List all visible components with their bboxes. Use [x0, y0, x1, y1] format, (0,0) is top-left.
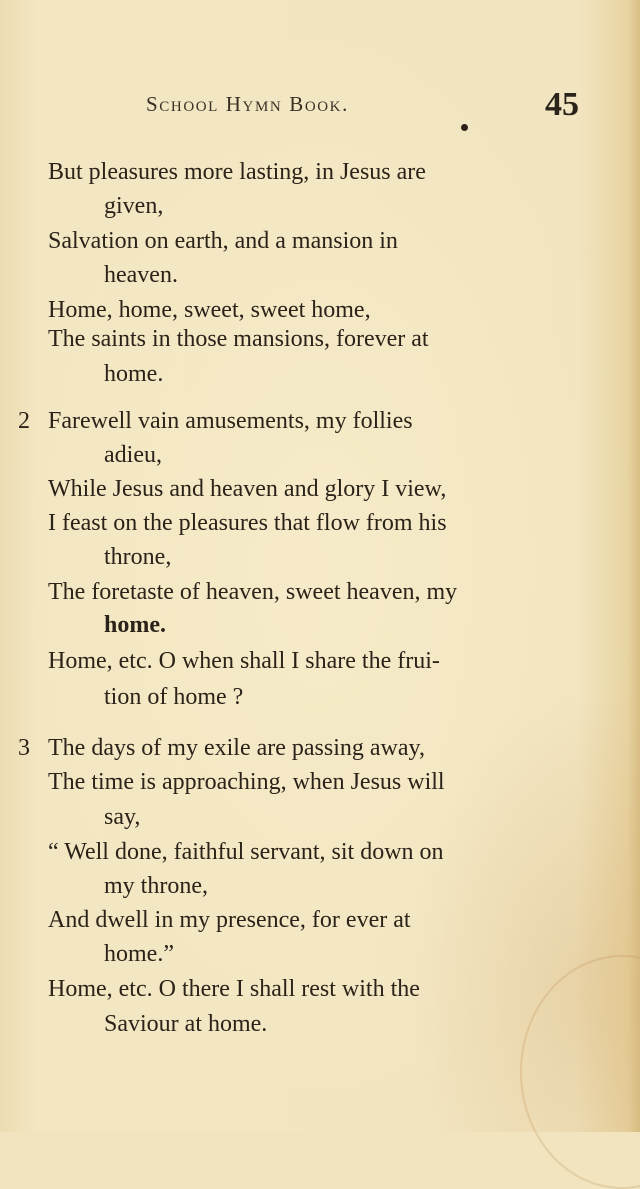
verse-line: The foretaste of heaven, sweet heaven, my — [48, 579, 458, 605]
verse-line: The saints in those mansions, forever at — [48, 326, 429, 352]
ink-speck — [461, 124, 468, 131]
verse-line: But pleasures more lasting, in Jesus are — [48, 159, 426, 185]
verse-line: The days of my exile are passing away, — [48, 735, 425, 761]
stanza-number: 3 — [18, 735, 30, 761]
verse-line: Home, home, sweet, sweet home, — [48, 297, 371, 323]
verse-line: Farewell vain amusements, my follies — [48, 408, 413, 434]
running-title: School Hymn Book. — [146, 92, 349, 116]
verse-line: throne, — [104, 544, 172, 570]
verse-line: home. — [104, 361, 164, 387]
verse-line: say, — [104, 804, 141, 830]
verse-line: home. — [104, 612, 166, 638]
verse-line: While Jesus and heaven and glory I view, — [48, 476, 447, 502]
page-header — [0, 86, 640, 126]
verse-line: tion of home ? — [104, 684, 244, 710]
stanza-number: 2 — [18, 408, 30, 434]
verse-line: I feast on the pleasures that flow from his — [48, 510, 447, 536]
verse-line: Salvation on earth, and a mansion in — [48, 228, 398, 254]
verse-line: Home, etc. O there I shall rest with the — [48, 976, 420, 1002]
verse-line: And dwell in my presence, for ever at — [48, 907, 411, 933]
verse-line: my throne, — [104, 873, 208, 899]
verse-line: given, — [104, 193, 164, 219]
verse-line: Home, etc. O when shall I share the frui- — [48, 648, 440, 674]
verse-line: adieu, — [104, 442, 162, 468]
verse-line: home.” — [104, 941, 174, 967]
verse-line: heaven. — [104, 262, 178, 288]
water-stain — [520, 955, 640, 1189]
verse-line: The time is approaching, when Jesus will — [48, 769, 445, 795]
page-number: 45 — [545, 86, 579, 123]
verse-line: Saviour at home. — [104, 1011, 268, 1037]
verse-line: “ Well done, faithful servant, sit down on — [48, 839, 444, 865]
